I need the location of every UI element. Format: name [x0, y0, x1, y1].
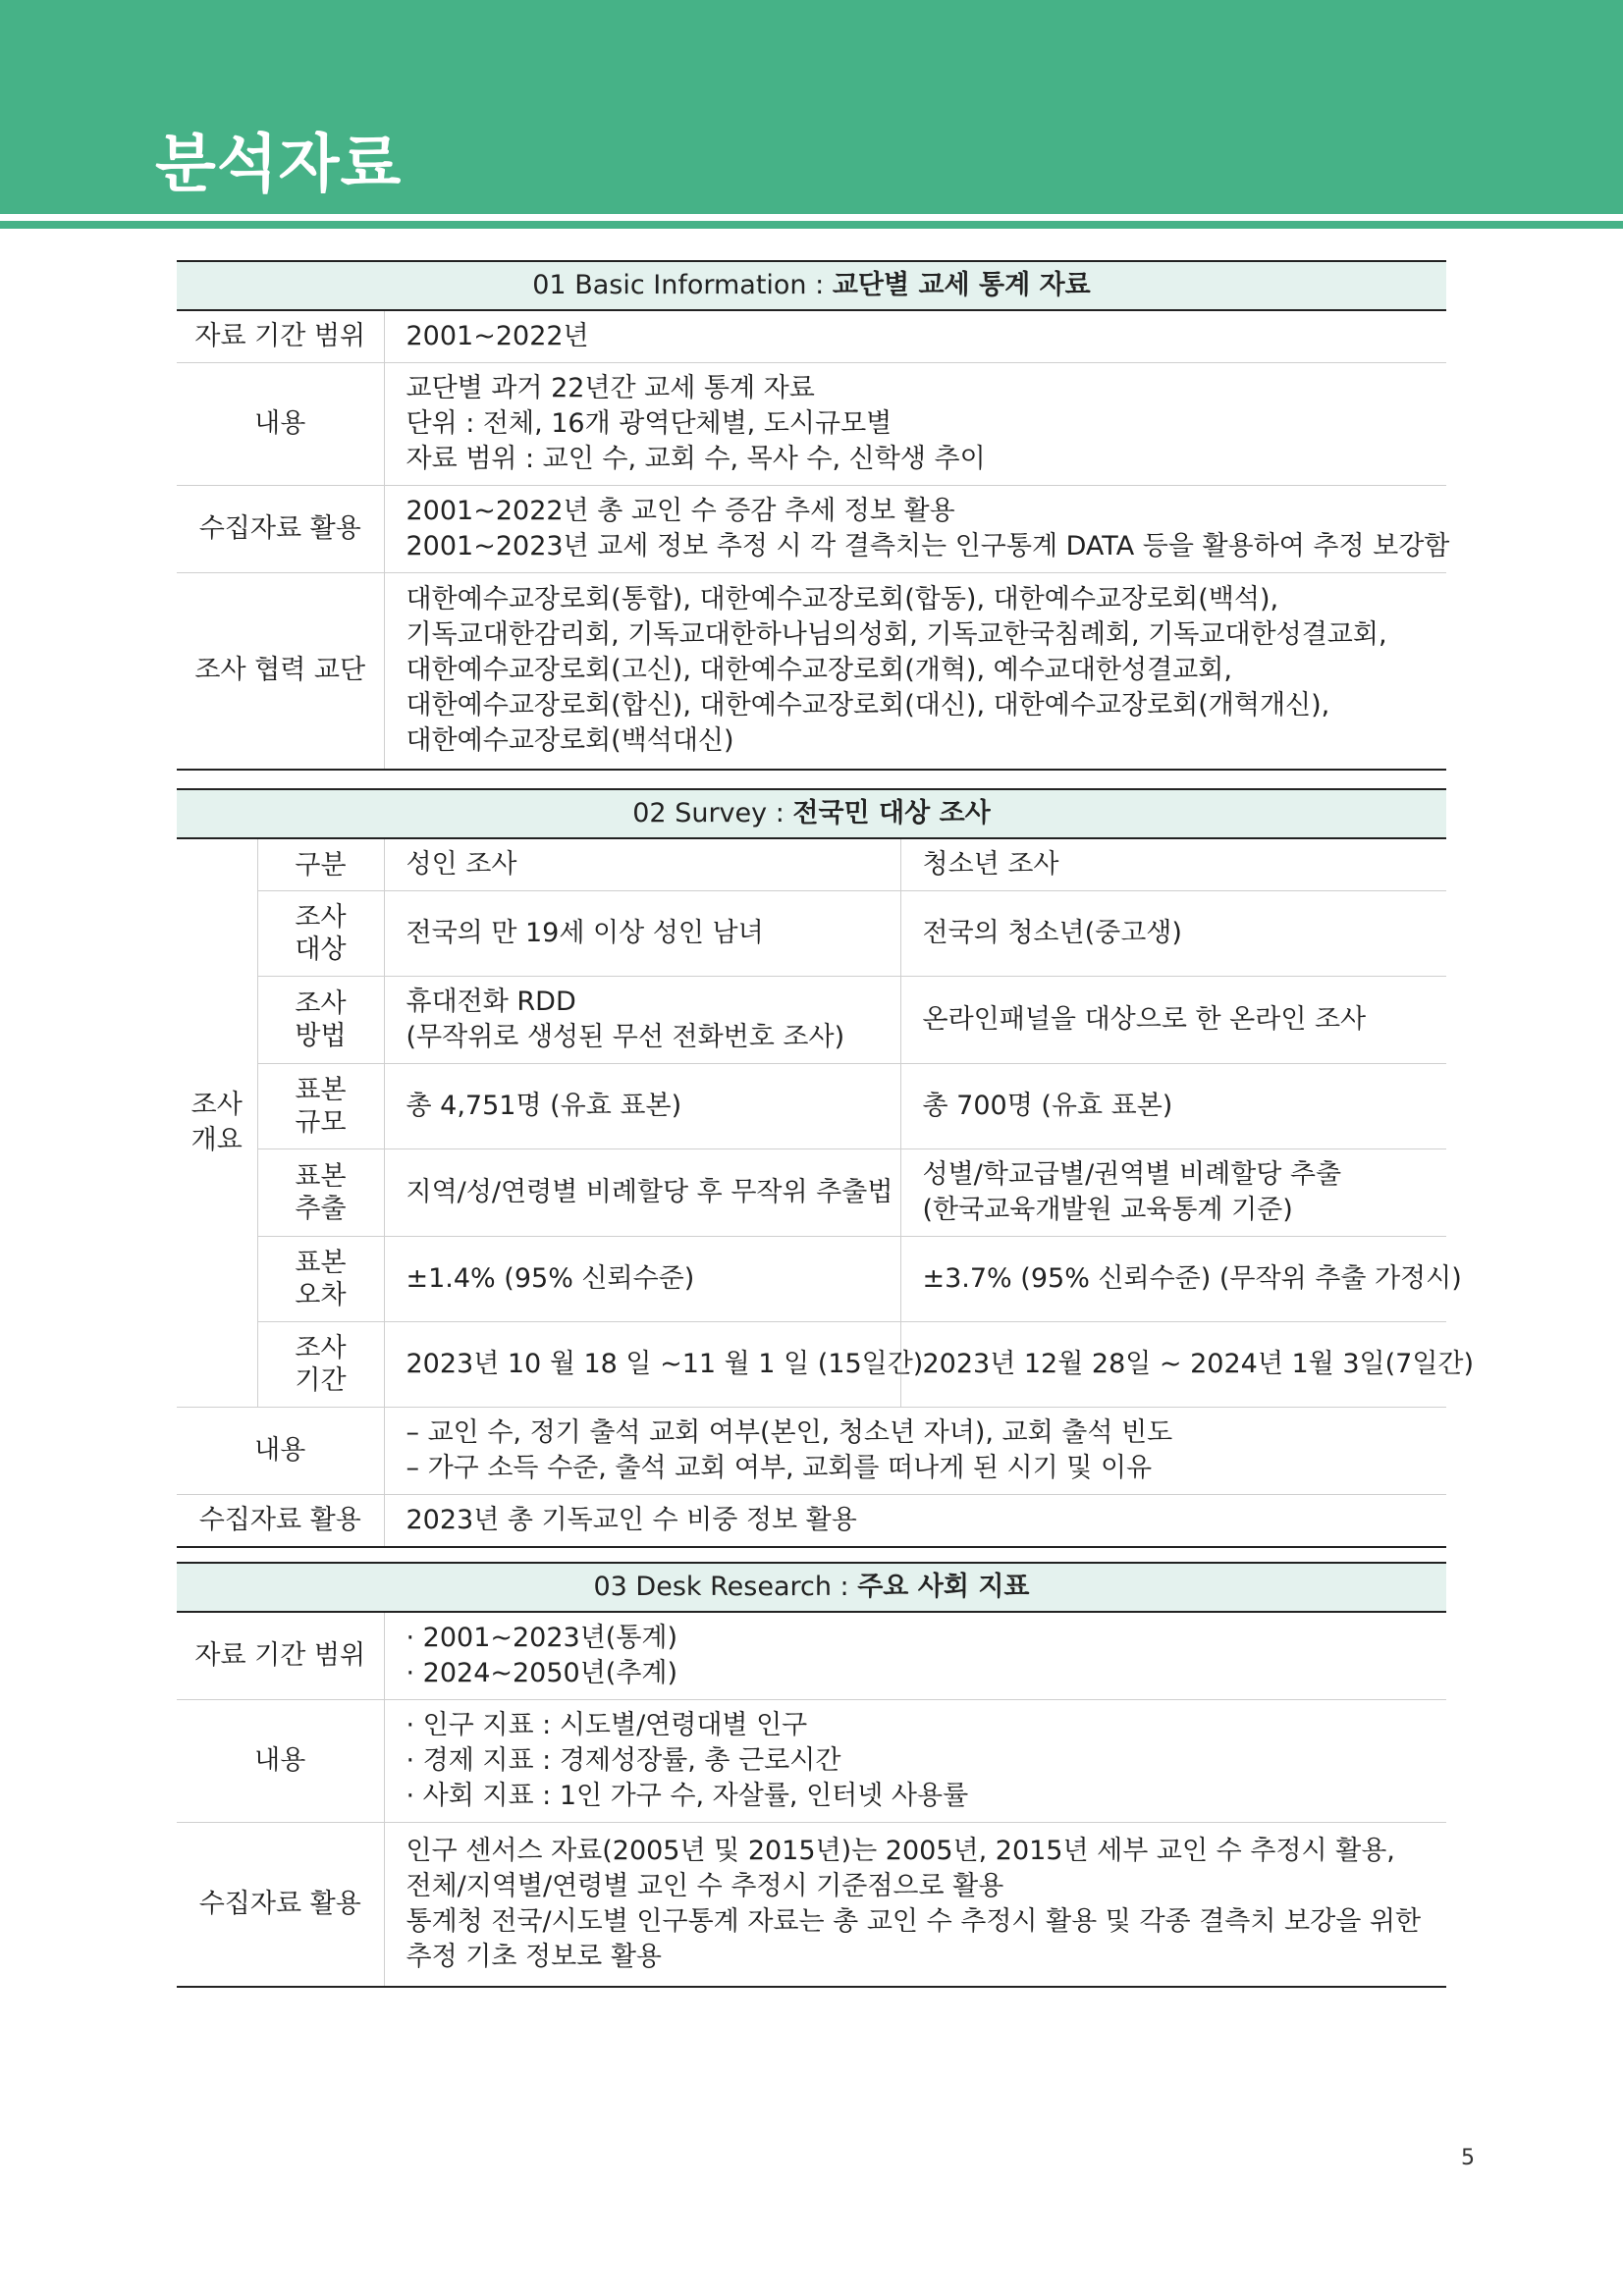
section3-caption: 03 Desk Research : 주요 사회 지표 [177, 1563, 1446, 1612]
table-row [177, 573, 1446, 770]
youth-value: 2023년 12월 28일 ~ 2024년 1월 3일(7일간) [900, 1322, 1446, 1408]
survey-overview-label: 조사 개요 [177, 838, 257, 1408]
column-header-adult: 성인 조사 [384, 838, 900, 891]
table-row [177, 363, 1446, 486]
row-value: 2023년 총 기독교인 수 비중 정보 활용 [384, 1495, 1446, 1548]
row-label: 조사 기간 [257, 1322, 384, 1408]
table-row [177, 1408, 1446, 1495]
youth-value: 성별/학교급별/권역별 비례할당 추출 (한국교육개발원 교육통계 기준) [900, 1149, 1446, 1237]
row-label: 구분 [257, 838, 384, 891]
table-row [177, 1495, 1446, 1548]
row-value: 2001~2022년 [384, 310, 1446, 363]
row-label: 조사 방법 [257, 977, 384, 1064]
youth-value: 온라인패널을 대상으로 한 온라인 조사 [900, 977, 1446, 1064]
desk-research-table [177, 1562, 1446, 1988]
table-row [177, 1237, 1446, 1322]
adult-value: 전국의 만 19세 이상 성인 남녀 [384, 891, 900, 977]
adult-value: 2023년 10 월 18 일 ~11 월 1 일 (15일간) [384, 1322, 900, 1408]
row-label: 조사 대상 [257, 891, 384, 977]
adult-value: 휴대전화 RDD (무작위로 생성된 무선 전화번호 조사) [384, 977, 900, 1064]
survey-table [177, 788, 1475, 1548]
adult-value: 총 4,751명 (유효 표본) [384, 1064, 900, 1149]
header-rule [0, 221, 1623, 229]
section1-caption: 01 Basic Information : 교단별 교세 통계 자료 [177, 261, 1446, 310]
table-row [177, 977, 1446, 1064]
table-row [177, 891, 1446, 977]
row-label: 자료 기간 범위 [177, 1612, 384, 1700]
row-value: 인구 센서스 자료(2005년 및 2015년)는 2005년, 2015년 세부 교인 수 추정시 활용, 전체/지역별/연령별 교인 수 추정시 기준점으로 활용 통계청 전국/시도별 인구통계 자료는 총 교인 수 추정시 활용 및 각종 결측치 보강을 위한 추정 기초 정보로 활용 [384, 1823, 1446, 1987]
table-row [177, 1612, 1446, 1700]
row-value: 2001~2022년 총 교인 수 증감 추세 정보 활용 2001~2023년 교세 정보 추정 시 각 결측치는 인구통계 DATA 등을 활용하여 추정 보강함 [384, 486, 1446, 573]
row-value: · 인구 지표 : 시도별/연령대별 인구 · 경제 지표 : 경제성장률, 총 근로시간 · 사회 지표 : 1인 가구 수, 자살률, 인터넷 사용률 [384, 1700, 1446, 1823]
row-value: · 2001~2023년(통계) · 2024~2050년(추계) [384, 1612, 1446, 1700]
basic-information-table [177, 260, 1450, 771]
row-value: 교단별 과거 22년간 교세 통계 자료 단위 : 전체, 16개 광역단체별, 도시규모별 자료 범위 : 교인 수, 교회 수, 목사 수, 신학생 추이 [384, 363, 1446, 486]
row-label: 수집자료 활용 [177, 1495, 384, 1548]
table-row [177, 486, 1446, 573]
table-row [177, 838, 1446, 891]
column-header-youth: 청소년 조사 [900, 838, 1446, 891]
row-label: 내용 [177, 1700, 384, 1823]
table-row [177, 1322, 1446, 1408]
youth-value: 총 700명 (유효 표본) [900, 1064, 1446, 1149]
row-label: 수집자료 활용 [177, 1823, 384, 1987]
table-row [177, 1700, 1446, 1823]
page-number: 5 [1461, 2146, 1475, 2170]
adult-value: 지역/성/연령별 비례할당 후 무작위 추출법 [384, 1149, 900, 1237]
row-value: – 교인 수, 정기 출석 교회 여부(본인, 청소년 자녀), 교회 출석 빈도 – 가구 소득 수준, 출석 교회 여부, 교회를 떠나게 된 시기 및 이유 [384, 1408, 1446, 1495]
section2-caption: 02 Survey : 전국민 대상 조사 [177, 789, 1446, 838]
youth-value: ±3.7% (95% 신뢰수준) (무작위 추출 가정시) [900, 1237, 1446, 1322]
row-label: 내용 [177, 1408, 384, 1495]
adult-value: ±1.4% (95% 신뢰수준) [384, 1237, 900, 1322]
row-label: 자료 기간 범위 [177, 310, 384, 363]
table-row [177, 1149, 1446, 1237]
row-value: 대한예수교장로회(통합), 대한예수교장로회(합동), 대한예수교장로회(백석), 기독교대한감리회, 기독교대한하나님의성회, 기독교한국침례회, 기독교대한성결교회, 대한예수교장로회(고신), 대한예수교장로회(개혁), 예수교대한성결교회, 대한예수교장로회(합신), 대한예수교장로회(대신), 대한예수교장로회(개혁개신), 대한예수교장로회(백석대신) [384, 573, 1446, 770]
table-row [177, 1064, 1446, 1149]
row-label: 표본 추출 [257, 1149, 384, 1237]
page-title: 분석자료 [155, 129, 403, 201]
row-label: 수집자료 활용 [177, 486, 384, 573]
youth-value: 전국의 청소년(중고생) [900, 891, 1446, 977]
row-label: 표본 오차 [257, 1237, 384, 1322]
row-label: 조사 협력 교단 [177, 573, 384, 770]
table-row [177, 1823, 1446, 1987]
row-label: 표본 규모 [257, 1064, 384, 1149]
table-row [177, 310, 1446, 363]
row-label: 내용 [177, 363, 384, 486]
